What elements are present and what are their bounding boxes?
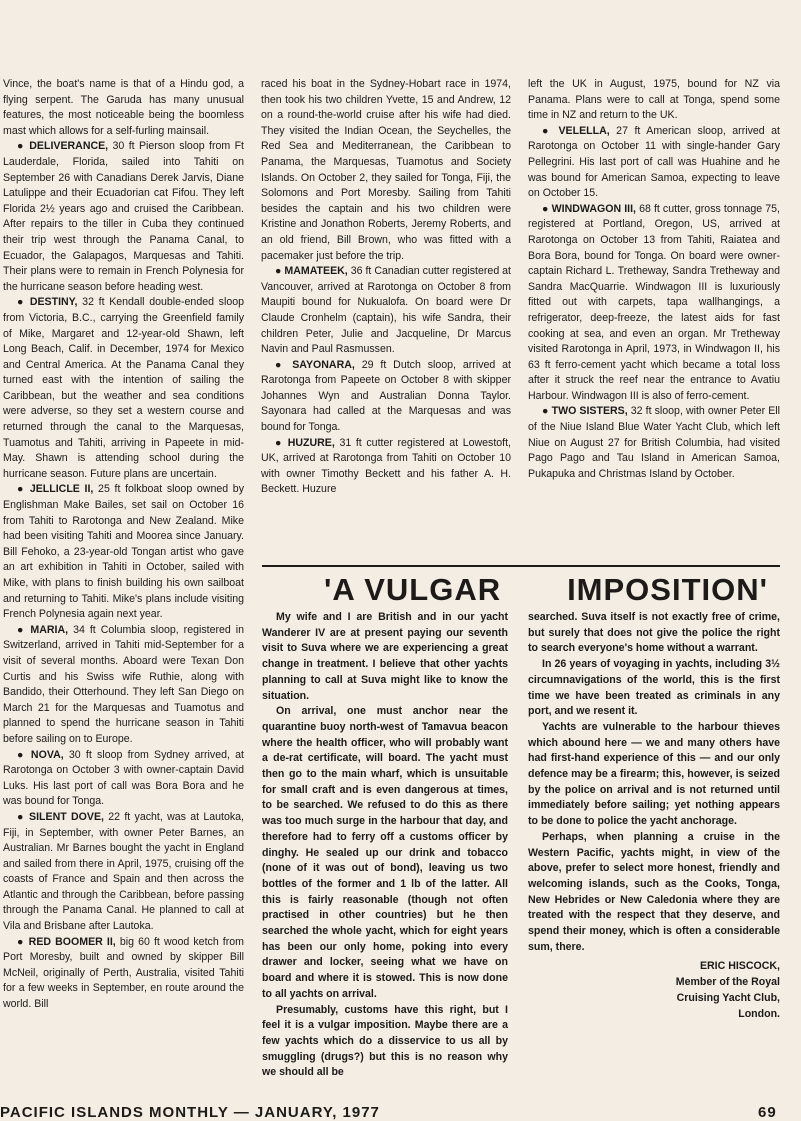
signature-line-3: Cruising Yacht Club,: [676, 991, 780, 1004]
signature-name: ERIC HISCOCK,: [699, 960, 780, 973]
bullet-icon: ●: [17, 296, 30, 309]
bullet-icon: ●: [17, 483, 30, 496]
bullet-icon: ●: [542, 405, 552, 418]
yacht-entry: [528, 124, 780, 202]
yacht-name: MAMATEEK,: [284, 265, 348, 278]
headline-right: IMPOSITION': [567, 572, 768, 607]
story-column-1: [3, 77, 244, 1013]
story-column-2: [261, 77, 511, 498]
headline-left: 'A VULGAR: [324, 572, 502, 607]
letter-paragraph: My wife and I are British and in our yacht Wanderer IV are at present paying our seventh visit to Suva where we are experiencing a great change in treatment. I believe that other yachts planning to call at Suva might like to know the situation.: [262, 611, 508, 702]
yacht-entry: [261, 436, 511, 498]
yacht-entry: [3, 623, 244, 748]
yacht-entry: [261, 264, 511, 358]
entry-text: 30 ft sloop from Sydney arrived, at Rarotonga on October 3 with owner-captain David Luks. His last port of call was Bora Bora and he was bound for Tonga.: [3, 748, 244, 808]
bullet-icon: ●: [542, 202, 552, 215]
letter-column-1: [262, 610, 508, 1081]
yacht-entry: [528, 202, 780, 405]
yacht-name: SAYONARA,: [292, 358, 355, 371]
letter-paragraph: Yachts are vulnerable to the harbour thieves which abound here — we and many others have had first-hand experience of this — and our only defence may be a firearm; this, however, is seized by the police on arrival and is not returned until immediately before sailing; yet nothing appears to be done to police the yacht anchorage.: [528, 720, 780, 828]
page-number: 69: [758, 1104, 777, 1121]
bullet-icon: ●: [542, 124, 559, 137]
paragraph: Vince, the boat's name is that of a Hindu god, a flying serpent. The Garuda has many unusual features, the most noticeable being the boomless mast which allows for a self-furling mainsail.: [3, 78, 244, 137]
entry-text: 34 ft Columbia sloop, registered in Switzerland, arrived in Tahiti mid-September for a visit of several months. Aboard were Texan Don Curtis and his Swiss wife Ruthie, along with Bandido, their Otterhound. They left San Diego on March 21 for the Marquesas and Tuamotus and planned to spend the hurricane season in Tahiti before sailing on to Europe.: [3, 623, 245, 745]
paragraph: raced his boat in the Sydney-Hobart race in 1974, then took his two children Yvette, 15 and Andrew, 12 on a round-the-world cruise after his wife had died. They visited the Indian Ocean, the Seychelles, the Red Sea and Mediterranean, the Caribbean to Panama, the Marquesas, Tuamotus and Society Islands. On October 2, they sailed for Tonga, Fiji, the Solomons and Port Moresby. Sailing from Tahiti besides the captain and his two children were Kristine and Jonathon Roberts, Jeremy Roberts, and an old friend, Bill Brown, who was fitted with a pacemaker just before the trip.: [261, 78, 511, 262]
yacht-name: MARIA,: [30, 623, 69, 636]
yacht-entry: [261, 358, 511, 436]
letter-paragraph: In 26 years of voyaging in yachts, including 3½ circumnavigations of the world, this is the first time we have been treated as criminals in any port, and we resent it.: [528, 658, 780, 718]
letter-paragraph: Perhaps, when planning a cruise in the Western Pacific, yachts might, in view of the above, prefer to select more honest, friendly and welcoming islands, such as the Cooks, Tonga, New Hebrides or New Caledonia where they are treated with the respect that they deserve, and spend their money, which is often a considerable sum, there.: [528, 830, 780, 953]
letter-signature: [528, 959, 780, 1022]
bullet-icon: ●: [17, 623, 31, 636]
yacht-name: DELIVERANCE,: [29, 140, 109, 153]
bullet-icon: ●: [17, 810, 30, 823]
yacht-name: TWO SISTERS,: [551, 405, 628, 418]
entry-text: 31 ft cutter registered at Lowestoft, UK, arrived at Rarotonga from Tahiti on October 10 with owner Timothy Beckett and his father A. H. Beckett. Huzure: [261, 436, 511, 496]
entry-text: 68 ft cutter, gross tonnage 75, registered at Portland, Oregon, US, arrived at Rarotonga on October 13 from Tahiti, Raiatea and Bora Bora, bound for Tonga. On board were owner-captain Richard L. Tretheway, Sandra Tretheway and Sandra MacQuarrie. Windwagon III is luxuriously fitted out with carpets, tapa wallhangings, a refrigerator, deep-freeze, the latest aids for fast cooking at sea, and even an organ. Mr Tretheway visited Rarotonga in April, 1973, in Windwagon II, his 63 ft ferro-cement yacht which became a total loss after it struck the reef near the entrance to Avatiu Harbour. Windwagon III is also of ferro-cement.: [528, 202, 781, 402]
letter-paragraph: On arrival, one must anchor near the quarantine buoy north-west of Tamavua beacon where the health officer, who will probably want a de-rat certificate, will board. The yacht must then go to the main wharf, which is unsuitable for small craft and is even dangerous at times, to be searched. We refused to do this as there was too much surge in the harbour that day, and therefore had to ferry off a customs officer by dinghy. He sealed up our drink and tobacco (none of it was out of bond), leaving us two bottles of the former and 1 lb of the latter. All this is fairly reasonable (though not often practised in other countries) but he then searched the whole yacht, which for eight years has been our only home, poking into every drawer and locker, seeing what we have on board and where it is stowed. This is now done to all yachts on arrival.: [262, 705, 508, 1000]
bullet-icon: ●: [17, 748, 31, 761]
bullet-icon: ●: [17, 140, 30, 153]
letter-paragraph: Presumably, customs have this right, but I feel it is a vulgar imposition. Maybe there are a few yachts which do a disservice to us all by smuggling (drugs?) but this is no reason why we should all be: [262, 1003, 508, 1079]
letter-column-2: [528, 610, 780, 1022]
bullet-icon: ●: [275, 436, 288, 449]
footer-publication: PACIFIC ISLANDS MONTHLY — JANUARY, 1977: [0, 1104, 380, 1121]
yacht-entry: [3, 810, 244, 935]
yacht-name: SILENT DOVE,: [29, 810, 104, 823]
entry-text: 29 ft Dutch sloop, arrived at Rarotonga from Papeete on October 8 with skipper Johannes Wyn and Australian Donna Taylor. Sayonara had called at the Marquesas and was bound for Tonga.: [261, 358, 511, 434]
yacht-name: RED BOOMER II,: [28, 935, 116, 948]
paragraph: left the UK in August, 1975, bound for NZ via Panama. Plans were to call at Tonga, spend some time in NZ and return to the UK.: [528, 78, 780, 122]
signature-line-4: London.: [738, 1007, 780, 1020]
entry-text: 36 ft Canadian cutter registered at Vancouver, arrived at Rarotonga on October 8 from Maupiti bound for Nukualofa. On board were Dr Claude Cronhelm (captain), his wife Sandra, their children Peter, Julie and Jacqueline, Dr Marcus Navin and Paul Rasmussen.: [261, 265, 512, 356]
yacht-entry: [3, 748, 244, 810]
yacht-entry: [3, 295, 244, 482]
bullet-icon: ●: [275, 358, 293, 371]
yacht-entry: [528, 404, 780, 482]
yacht-name: JELLICLE II,: [29, 483, 94, 496]
yacht-name: DESTINY,: [29, 296, 78, 309]
letter-headline: [262, 570, 780, 610]
yacht-entry: [3, 935, 244, 1013]
entry-text: big 60 ft wood ketch from Port Moresby, built and owned by skipper Bill McNeil, originally of Perth, Australia, visited Tahiti for a few weeks in September, en route around the world. Bill: [3, 935, 244, 1011]
section-divider: [262, 565, 780, 567]
yacht-name: HUZURE,: [287, 436, 335, 449]
entry-text: 32 ft Kendall double-ended sloop from Victoria, B.C., carrying the Greenfield family of Mike, Margaret and 12-year-old Shawn, left Long Beach, Calif. in December, 1974 for Mexico and Central America. At the Panama Canal they turned east with the intention of sailing the Caribbean, but the weather and sea conditions were adverse, so they set a western course and returned through the canal to the Marquesas, Tuamotus and Tahiti, arriving in Papeete in mid-May. Shawn is attending school during the hurricane season. Future plans are uncertain.: [3, 296, 245, 480]
entry-text: 32 ft sloop, with owner Peter Ell of the Niue Island Blue Water Yacht Club, which left Niue on August 27 for British Columbia, had visited Pago Pago and Tau Island in American Samoa, Pukapuka and Christmas Island by October.: [528, 405, 780, 480]
entry-text: 30 ft Pierson sloop from Ft Lauderdale, Florida, sailed into Tahiti on September 26 with Canadians Derek Jarvis, Diane Latulippe and their Ecuadorian cat Fifou. They left Florida 2½ years ago and cruised the Caribbean. After repairs to the tiller in Cuba they continued their trip west through the Panama Canal, to Ecuador, the Galapagos, Marquesas and Tahiti. Their plans were to remain in French Polynesia for the hurricane season before heading west.: [3, 140, 244, 293]
entry-text: 22 ft yacht, was at Lautoka, Fiji, in September, with owner Peter Barnes, an Australian. Mr Barnes bought the yacht in England and sailed from there in April, 1975, cruising off the coasts of France and Spain and then across the Atlantic and through the Caribbean, before passing through the Panama Canal. He planned to call at Vila and Brisbane after Lautoka.: [3, 810, 244, 933]
page-footer: [0, 1104, 801, 1121]
yacht-entry: [3, 139, 244, 295]
yacht-name: NOVA,: [30, 748, 64, 761]
letter-paragraph: searched. Suva itself is not exactly free of crime, but surely that does not give the police the right to search everyone's home without a warrant.: [528, 611, 780, 655]
entry-text: 27 ft American sloop, arrived at Rarotonga on October 11 with single-hander Gary Pellegrini. His last port of call was Huahine and he was bound for American Samoa, expecting to leave on October 15.: [528, 124, 781, 200]
bullet-icon: ●: [17, 935, 29, 948]
story-column-3: [528, 77, 780, 482]
yacht-name: WINDWAGON III,: [551, 202, 636, 215]
entry-text: 25 ft folkboat sloop owned by Englishman Make Bailes, set sail on October 16 from Tahiti to Rarotonga and New Zealand. Mike had been visiting Tahiti and Moorea since January. Bill Fehoko, a 23-year-old Tongan artist who gave an art exhibition in Tahiti in October, sailed with Mike, with plans to finish building his own sailboat and returning to Tahiti. Mike's plans include visiting French Polynesia again next year.: [3, 483, 244, 621]
yacht-entry: [3, 482, 244, 622]
bullet-icon: ●: [275, 265, 285, 278]
yacht-name: VELELLA,: [558, 124, 610, 137]
signature-line-2: Member of the Royal: [675, 976, 780, 989]
